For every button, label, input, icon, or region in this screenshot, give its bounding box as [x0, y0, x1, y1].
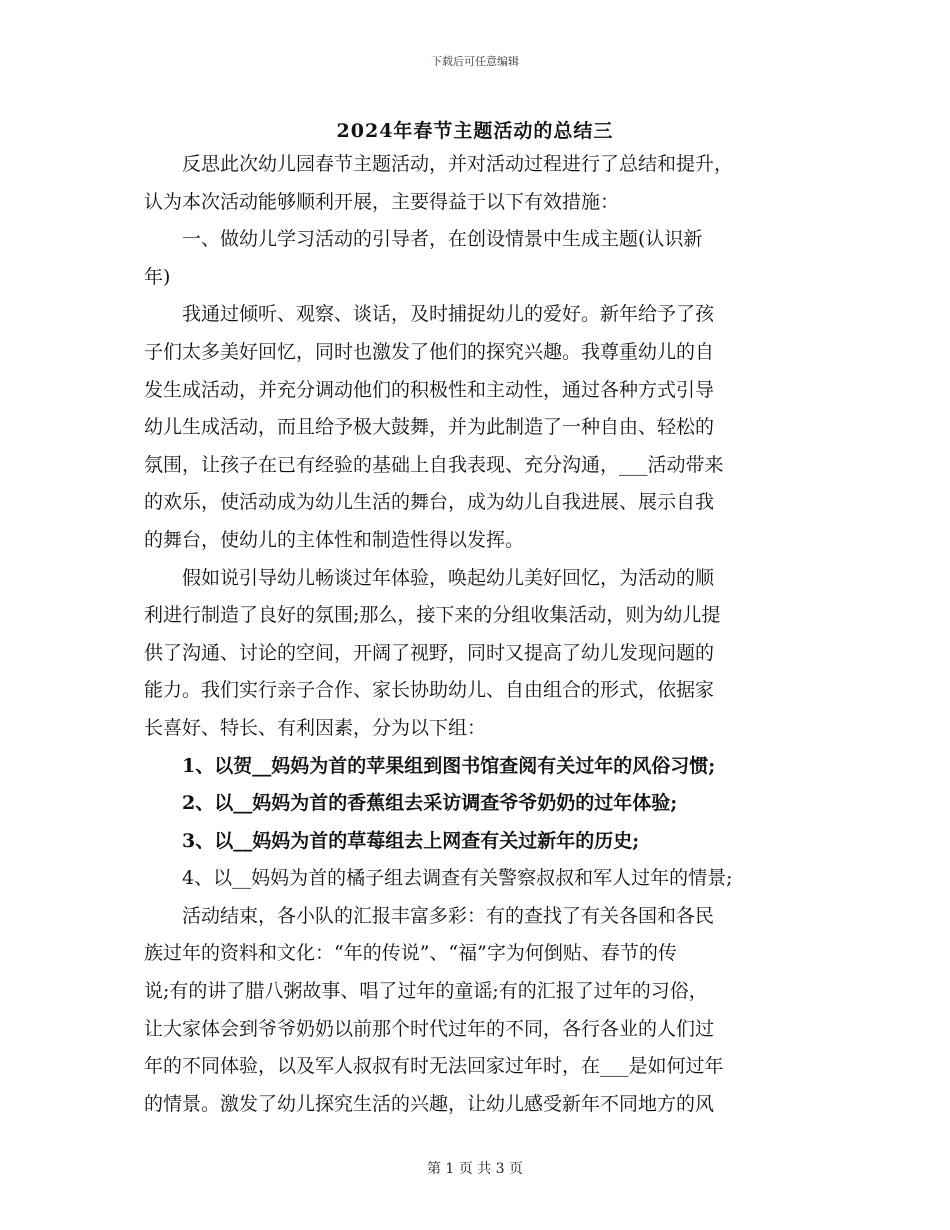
text-line: 认为本次活动能够顺利开展，主要得益于以下有效措施：: [144, 190, 620, 213]
text-line: 子们太多美好回忆，同时也激发了他们的探究兴趣。我尊重幼儿的自: [144, 340, 715, 363]
text-line: 活动结束，各小队的汇报丰富多彩：有的查找了有关各国和各民: [144, 904, 715, 927]
text-line: 让大家体会到爷爷奶奶以前那个时代过年的不同，各行各业的人们过: [144, 1017, 715, 1040]
text-line: 族过年的资料和文化：“年的传说”、“福”字为何倒贴、春节的传: [144, 942, 677, 965]
text-line: 的情景。激发了幼儿探究生活的兴趣，让幼儿感受新年不同地方的风: [144, 1092, 715, 1115]
text-line: 4、以__妈妈为首的橘子组去调查有关警察叔叔和军人过年的情景;: [144, 867, 733, 890]
text-line: 我通过倾听、观察、谈话，及时捕捉幼儿的爱好。新年给予了孩: [144, 303, 715, 326]
text-line: 年): [144, 265, 171, 288]
text-line: 一、做幼儿学习活动的引导者，在创设情景中生成主题(认识新: [144, 228, 703, 251]
text-line: 能力。我们实行亲子合作、家长协助幼儿、自由组合的形式，依据家: [144, 679, 715, 702]
header-note: 下载后可任意编辑: [431, 55, 519, 68]
text-line: 的舞台，使幼儿的主体性和制造性得以发挥。: [144, 528, 525, 551]
text-line: 供了沟通、讨论的空间，开阔了视野，同时又提高了幼儿发现问题的: [144, 641, 715, 664]
document-body: [144, 146, 824, 1123]
text-line: 年的不同体验，以及军人叔叔有时无法回家过年时，在___是如何过年: [144, 1055, 724, 1078]
text-line: 2、以__妈妈为首的香蕉组去采访调查爷爷奶奶的过年体验;: [144, 792, 678, 815]
text-line: 说;有的讲了腊八粥故事、唱了过年的童谣;有的汇报了过年的习俗，: [144, 980, 708, 1003]
page-title: 2024年春节主题活动的总结三: [336, 120, 614, 142]
page-number: 第 1 页 共 3 页: [426, 1161, 524, 1177]
text-line: 1、以贺__妈妈为首的苹果组到图书馆查阅有关过年的风俗习惯;: [144, 754, 716, 777]
text-line: 发生成活动，并充分调动他们的积极性和主动性，通过各种方式引导: [144, 378, 715, 401]
text-line: 3、以__妈妈为首的草莓组去上网查有关过新年的历史;: [144, 829, 640, 852]
text-line: 利进行制造了良好的氛围;那么，接下来的分组收集活动，则为幼儿提: [144, 604, 721, 627]
text-line: 幼儿生成活动，而且给予极大鼓舞，并为此制造了一种自由、轻松的: [144, 416, 715, 439]
text-line: 氛围，让孩子在已有经验的基础上自我表现、充分沟通，___活动带来: [144, 453, 724, 476]
text-line: 的欢乐，使活动成为幼儿生活的舞台，成为幼儿自我进展、展示自我: [144, 491, 715, 514]
text-line: 反思此次幼儿园春节主题活动，并对活动过程进行了总结和提升，: [144, 153, 734, 175]
text-line: 假如说引导幼儿畅谈过年体验，唤起幼儿美好回忆，为活动的顺: [144, 566, 715, 589]
text-line: 长喜好、特长、有利因素，分为以下组：: [144, 716, 487, 739]
